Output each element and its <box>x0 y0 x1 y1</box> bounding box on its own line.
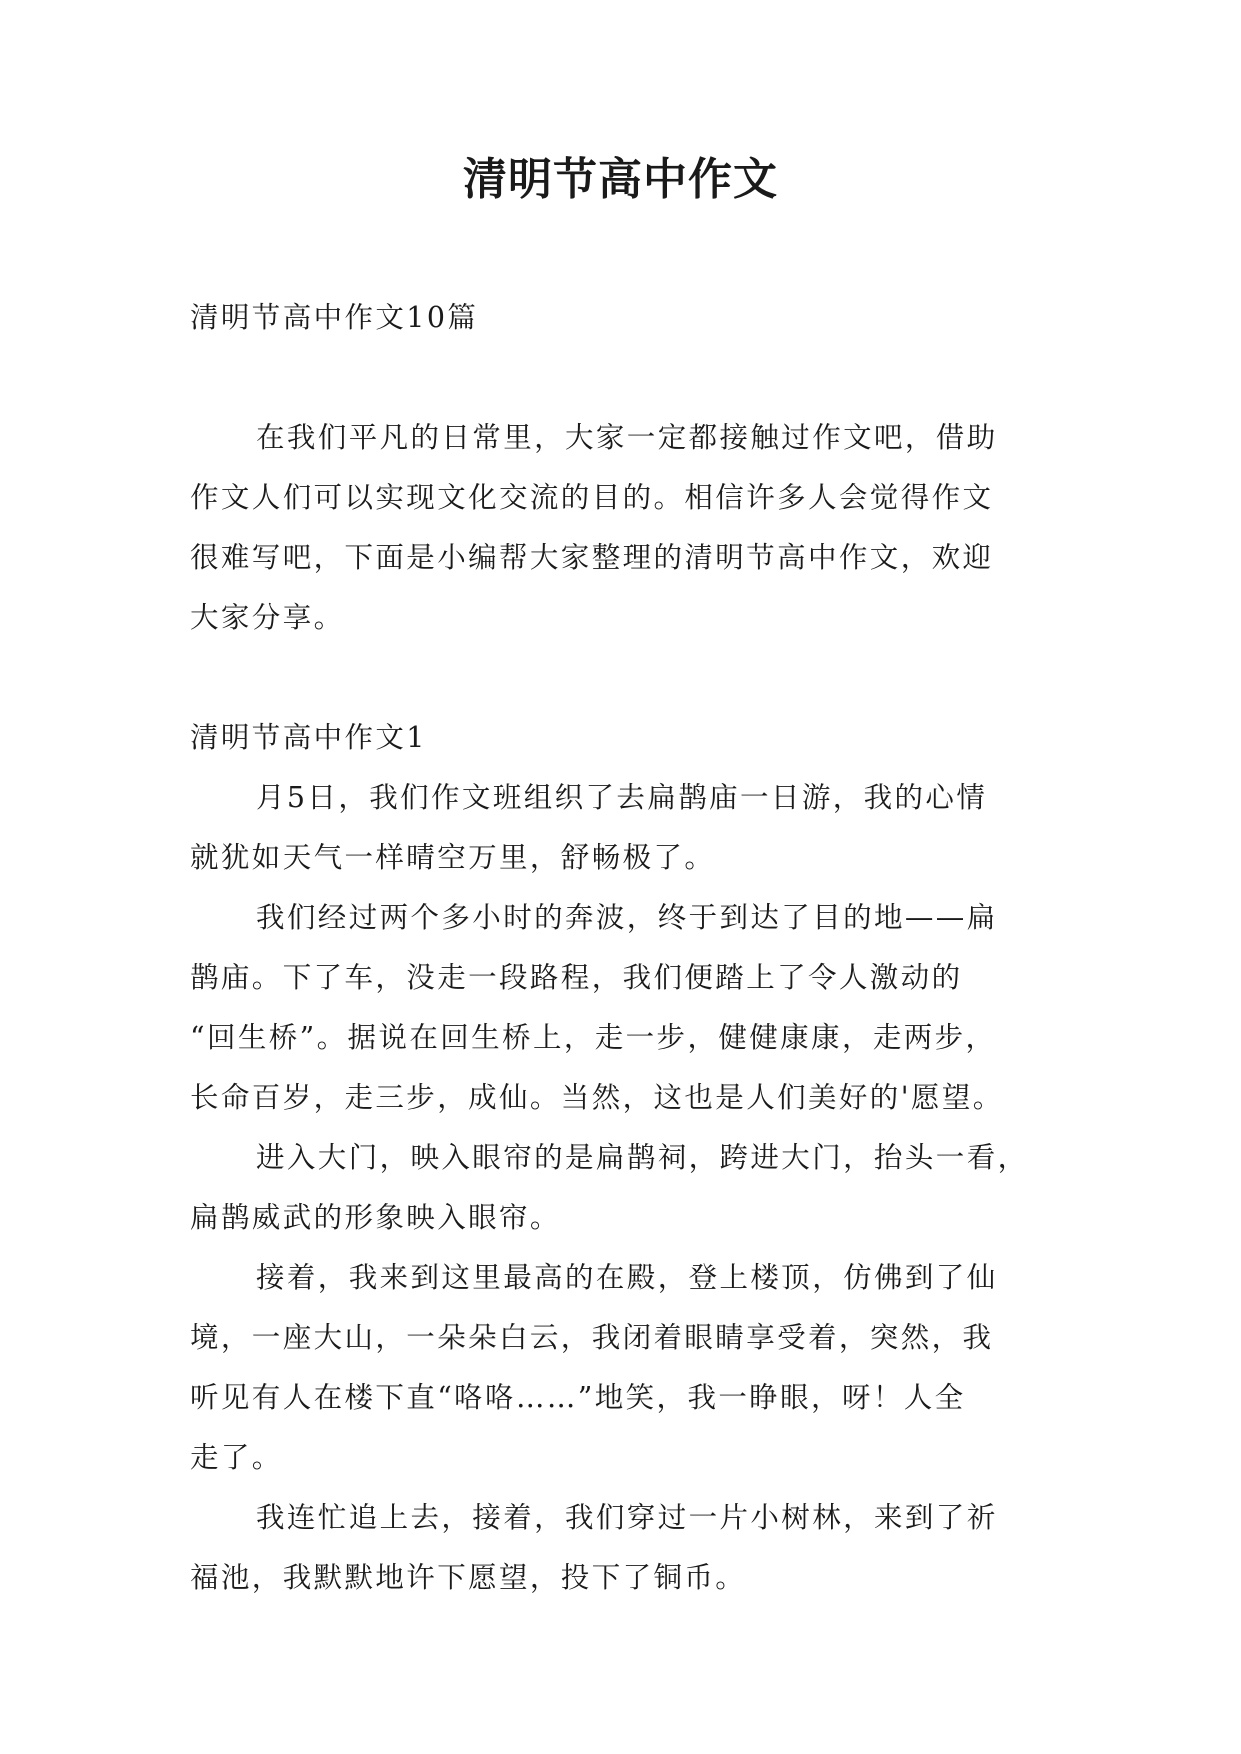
paragraph-2 <box>190 888 1052 1128</box>
paragraph-line: “回生桥”。据说在回生桥上，走一步，健健康康，走两步， <box>190 1021 997 1054</box>
paragraph-line: 鹊庙。下了车，没走一段路程，我们便踏上了令人激动的 <box>190 961 963 994</box>
paragraph-line: 福池，我默默地许下愿望，投下了铜币。 <box>190 1561 747 1594</box>
intro-line: 在我们平凡的日常里，大家一定都接触过作文吧，借助 <box>256 421 998 454</box>
paragraph-line: 我连忙追上去，接着，我们穿过一片小树林，来到了祈 <box>256 1501 998 1534</box>
intro-line: 很难写吧，下面是小编帮大家整理的清明节高中作文，欢迎 <box>190 541 994 574</box>
paragraph-1 <box>190 768 1052 888</box>
paragraph-line: 接着，我来到这里最高的在殿，登上楼顶，仿佛到了仙 <box>256 1261 998 1294</box>
document-body <box>190 288 1052 1608</box>
intro-line: 大家分享。 <box>190 601 345 634</box>
paragraph-line: 走了。 <box>190 1441 283 1474</box>
paragraph-line: 长命百岁，走三步，成仙。当然，这也是人们美好的'愿望。 <box>190 1081 1004 1114</box>
paragraph-line: 月5日，我们作文班组织了去扁鹊庙一日游，我的心情 <box>256 781 988 814</box>
section-heading: 清明节高中作文1 <box>190 721 427 754</box>
paragraph-line: 就犹如天气一样晴空万里，舒畅极了。 <box>190 841 716 874</box>
paragraph-line: 境，一座大山，一朵朵白云，我闭着眼睛享受着，突然，我 <box>190 1321 994 1354</box>
paragraph-3 <box>190 1128 1052 1248</box>
intro-paragraph <box>190 408 1052 648</box>
document-subtitle: 清明节高中作文10篇 <box>190 301 479 334</box>
paragraph-line: 我们经过两个多小时的奔波，终于到达了目的地——扁 <box>256 901 998 934</box>
page-title: 清明节高中作文 <box>463 154 778 205</box>
paragraph-line: 扁鹊威武的形象映入眼帘。 <box>190 1201 561 1234</box>
paragraph-5 <box>190 1488 1052 1608</box>
spacer <box>190 648 1052 708</box>
spacer <box>190 348 1052 408</box>
paragraph-line: 听见有人在楼下直“咯咯……”地笑，我一睁眼，呀！人全 <box>190 1381 966 1414</box>
intro-line: 作文人们可以实现文化交流的目的。相信许多人会觉得作文 <box>190 481 994 514</box>
paragraph-line: 进入大门，映入眼帘的是扁鹊祠，跨进大门，抬头一看， <box>256 1141 1029 1174</box>
paragraph-4 <box>190 1248 1052 1488</box>
